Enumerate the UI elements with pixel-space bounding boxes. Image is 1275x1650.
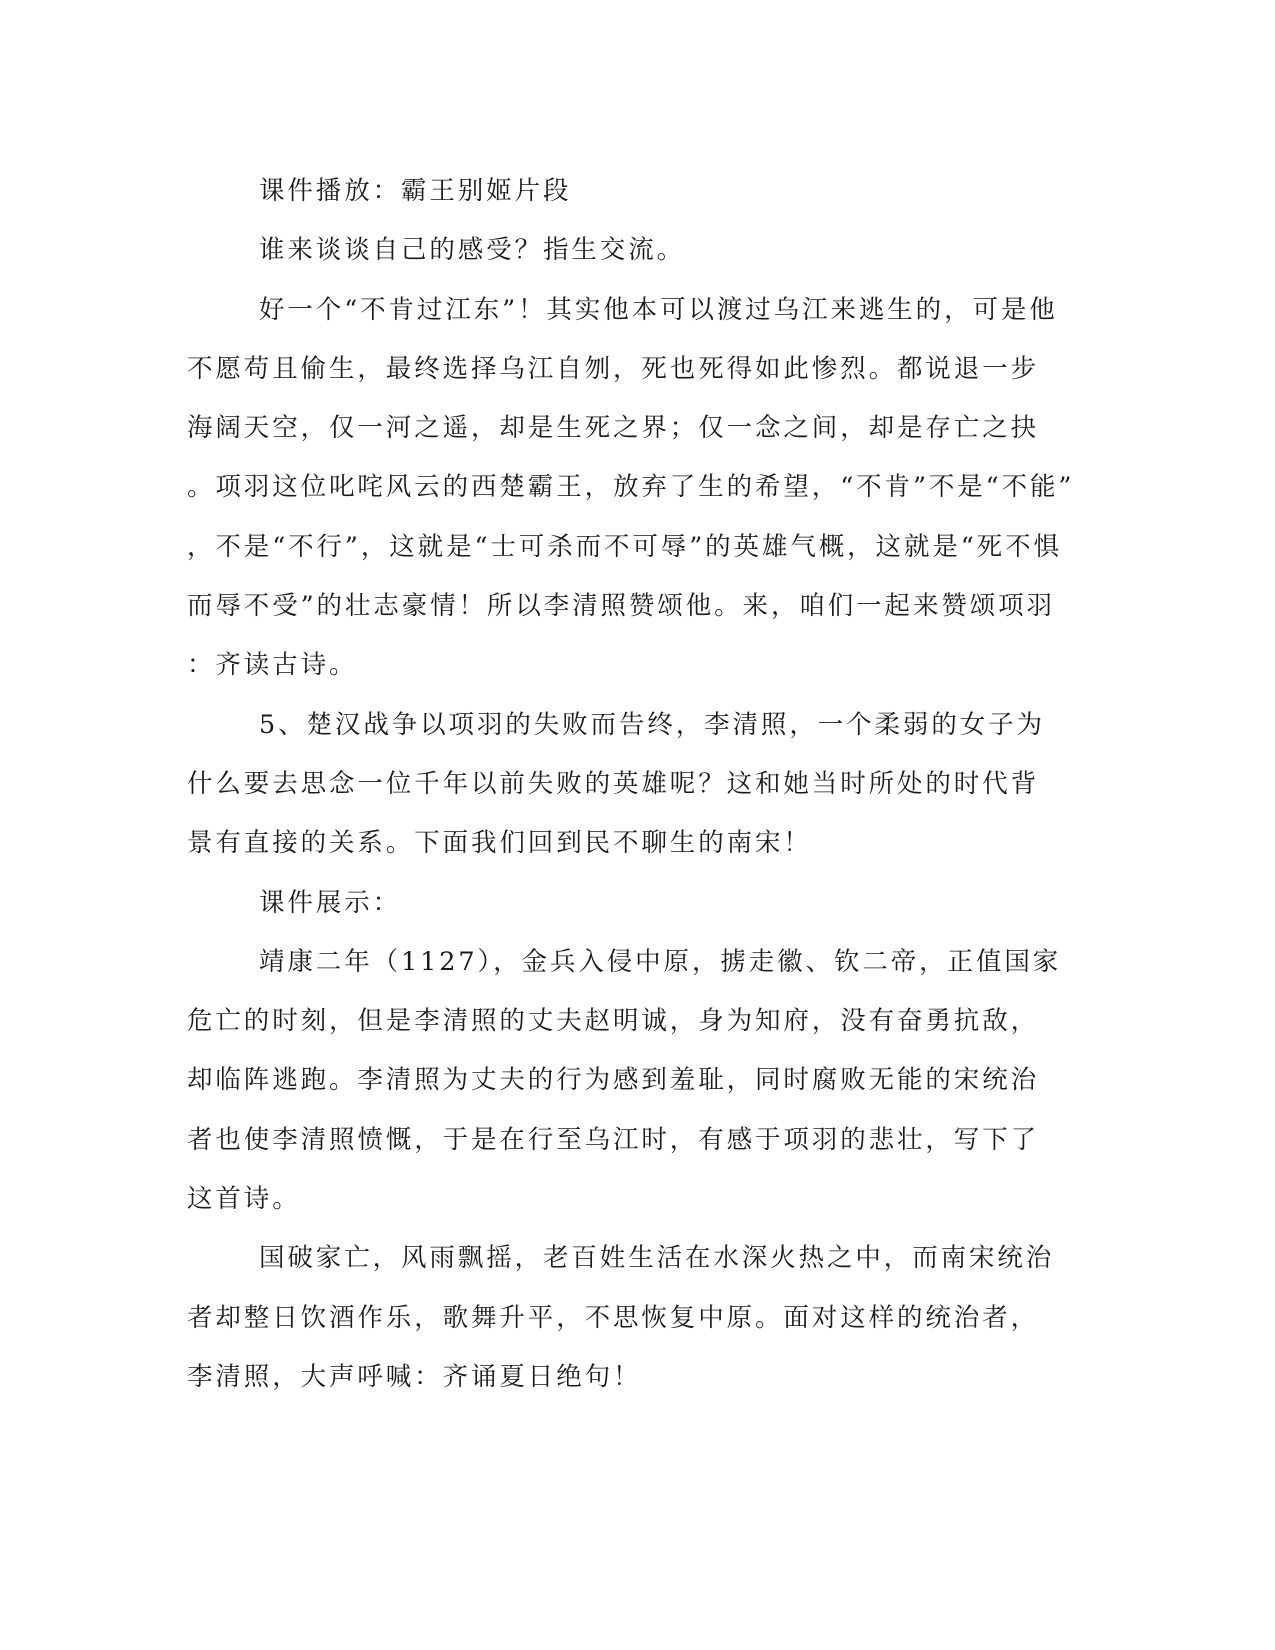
text-line: 海阔天空，仅一河之遥，却是生死之界；仅一念之间，却是存亡之抉 <box>187 413 1040 444</box>
text-line: 课件播放：霸王别姬片段 <box>259 176 572 206</box>
text-line: 却临阵逃跑。李清照为丈夫的行为感到羞耻，同时腐败无能的宋统治 <box>187 1065 1040 1096</box>
text-line: 李清照，大声呼喊：齐诵夏日绝句！ <box>187 1361 642 1392</box>
document-body <box>187 162 1075 1407</box>
text-line: 这首诗。 <box>187 1184 301 1215</box>
text-line: 者也使李清照愤慨，于是在行至乌江时，有感于项羽的悲壮，写下了 <box>187 1124 1040 1155</box>
text-line: 而辱不受”的壮志豪情！所以李清照赞颂他。来，咱们一起来赞颂项羽 <box>187 591 1055 622</box>
text-line: 课件展示： <box>259 887 402 918</box>
text-line: 景有直接的关系。下面我们回到民不聊生的南宋！ <box>187 828 812 859</box>
text-line: 国破家亡，风雨飘摇，老百姓生活在水深火热之中，而南宋统治 <box>259 1243 1055 1274</box>
text-line: 什么要去思念一位千年以前失败的英雄呢？这和她当时所处的时代背 <box>187 768 1040 799</box>
text-line: 5、楚汉战争以项羽的失败而告终，李清照，一个柔弱的女子为 <box>259 709 1045 740</box>
text-line: 好一个“不肯过江东”！其实他本可以渡过乌江来逃生的，可是他 <box>259 294 1058 325</box>
text-line: 者却整日饮酒作乐，歌舞升平，不思恢复中原。面对这样的统治者， <box>187 1302 1040 1333</box>
text-line: 不愿苟且偷生，最终选择乌江自刎，死也死得如此惨烈。都说退一步 <box>187 353 1040 384</box>
text-line: 谁来谈谈自己的感受？指生交流。 <box>259 235 686 266</box>
text-line: 。项羽这位叱咤风云的西楚霸王，放弃了生的希望，“不肯”不是“不能” <box>187 472 1075 503</box>
text-line: 靖康二年（1127），金兵入侵中原，掳走徽、钦二帝，正值国家 <box>259 946 1062 977</box>
text-line: ：齐读古诗。 <box>187 650 358 681</box>
text-line: ，不是“不行”，这就是“士可杀而不可辱”的英雄气概，这就是“死不惧 <box>187 531 1062 562</box>
text-line: 危亡的时刻，但是李清照的丈夫赵明诚，身为知府，没有奋勇抗敌， <box>187 1006 1040 1037</box>
